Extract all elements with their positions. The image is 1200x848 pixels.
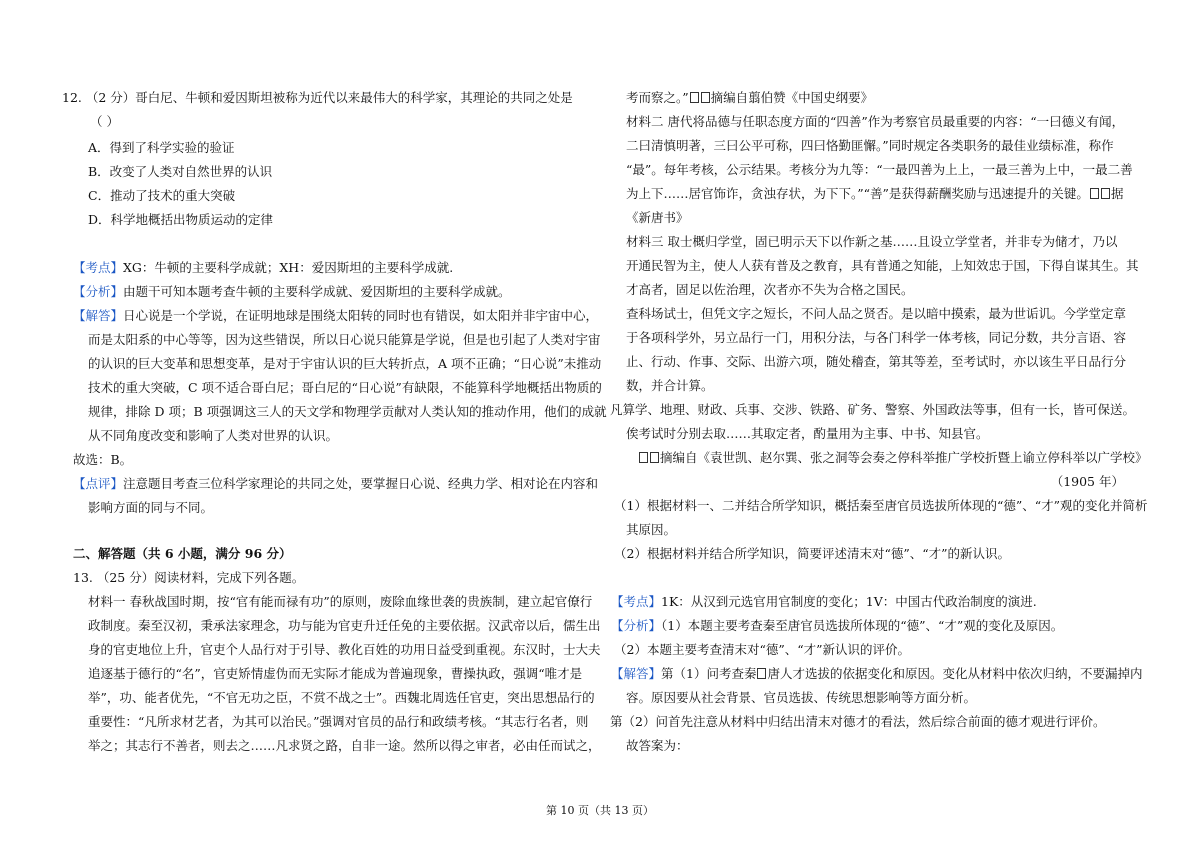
question-2: （2）根据材料并结合所学知识，简要评述清末对“德”、“才”的新认识。 xyxy=(614,546,1011,561)
material1-line: 材料一 春秋战国时期，按“官有能而禄有功”的原则，废除血缘世袭的贵族制，建立起官僚行 xyxy=(88,594,593,609)
m1-tail: 考而察之。” xyxy=(626,90,689,105)
m1-source-row xyxy=(626,90,873,106)
material2-source: 《新唐书》 xyxy=(626,210,689,225)
dianping-tag: 【点评】 xyxy=(73,476,124,491)
jieda-row xyxy=(611,666,1143,682)
kaodian-row xyxy=(73,260,453,276)
jieda-line: 从不同角度改变和影响了人类对世界的认识。 xyxy=(88,428,339,443)
dianping-line: 注意题目考查三位科学家理论的共同之处，要掌握日心说、经典力学、相对论在内容和 xyxy=(123,476,599,491)
q12-option-c: C．推动了技术的重大突破 xyxy=(88,188,236,203)
missing-glyph xyxy=(690,92,699,103)
jieda-line: 技术的重大突破，C 项不适合哥白尼；哥白尼的“日心说”有缺限，不能算科学地概括出物质的 xyxy=(88,380,602,395)
jieda-tag: 【解答】 xyxy=(611,666,662,681)
material3-line: 材料三 取士概归学堂，固已明示天下以作新之基……且设立学堂者，并非专为储才，乃以 xyxy=(626,234,1118,249)
material1-line: 举之；其志行不善者，则去之……凡求贤之路，自非一途。然所以得之审者，必由任而试之， xyxy=(88,738,601,753)
kaodian-tag: 【考点】 xyxy=(73,260,124,275)
dianping-row xyxy=(73,476,598,492)
kaodian-text: 1K：从汉到元选官用官制度的变化；1V：中国古代政治制度的演进. xyxy=(661,594,1037,609)
jieda-tag: 【解答】 xyxy=(73,308,124,323)
jieda-line-1a: 第（1）问考查秦 xyxy=(661,666,757,681)
dianping-line: 影响方面的同与不同。 xyxy=(88,500,214,515)
m1-source: 摘编自翦伯赞《中国史纲要》 xyxy=(710,90,874,105)
fenxi-text: 由题干可知本题考查牛顿的主要科学成就、爱因斯坦的主要科学成就。 xyxy=(123,284,511,299)
jieda-line-1b: 唐人才选拔的依据变化和原因。变化从材料中依次归纳，不要漏掉内 xyxy=(767,666,1143,681)
missing-glyph xyxy=(1090,188,1099,199)
fenxi-tag: 【分析】 xyxy=(611,618,662,633)
kaodian-text: XG：牛顿的主要科学成就；XH：爱因斯坦的主要科学成就. xyxy=(123,260,454,275)
fenxi-text-2: （2）本题主要考查清末对“德”、“才”新认识的评价。 xyxy=(614,642,911,657)
material3-line: 开通民智为主，使人人获有普及之教育，具有普通之知能，上知效忠于国，下得自谋其生。其 xyxy=(626,258,1139,273)
material3-line: 于各项科学外，另立品行一门，用积分法，与各门科学一体考核，同记分数，共分言语、容 xyxy=(626,330,1127,345)
q12-blank: （ ） xyxy=(90,114,119,129)
material3-line: 止、行动、作事、交际、出游六项，随处稽查，第其等差，至考试时，亦以该生平日品行分 xyxy=(626,354,1127,369)
missing-glyph xyxy=(639,452,648,463)
fenxi-text: （1）本题主要考查秦至唐官员选拔所体现的“德”、“才”观的变化及原因。 xyxy=(661,618,1064,633)
kaodian-tag: 【考点】 xyxy=(611,594,662,609)
material3-line: 凡算学、地理、财政、兵事、交涉、铁路、矿务、警察、外国政法等事，但有一长，皆可保送。 xyxy=(610,402,1136,417)
jieda-line-3: 第（2）问首先注意从材料中归结出清末对德才的看法，然后综合前面的德才观进行评价。 xyxy=(610,714,1106,729)
material2-line: “最”。每年考核，公示结果。考核分为九等：“一最四善为上上，一最三善为上中，一最二善 xyxy=(626,162,1133,177)
missing-glyph xyxy=(757,668,766,679)
q12-option-b: B．改变了人类对自然世界的认识 xyxy=(88,164,273,179)
material3-line: 查科场试士，但凭文字之短长，不问人品之贤否。是以暗中摸索，最为世诟讥。今学堂定章 xyxy=(626,306,1127,321)
missing-glyph xyxy=(1101,188,1110,199)
material2-line-with-source xyxy=(626,186,1123,202)
material3-line: 数，并合计算。 xyxy=(626,378,714,393)
kaodian-row xyxy=(611,594,1037,610)
answer-label: 故答案为： xyxy=(626,738,689,753)
fenxi-row xyxy=(611,618,1063,634)
missing-glyph xyxy=(701,92,710,103)
question-1: （1）根据材料一、二并结合所学知识，概括秦至唐官员选拔所体现的“德”、“才”观的变化并简析 xyxy=(614,498,1148,513)
jieda-line: 规律，排除 D 项；B 项强调这三人的天文学和物理学贡献对人类认知的推动作用，他们的成就 xyxy=(88,404,607,419)
q13-stem: 13. （25 分）阅读材料，完成下列各题。 xyxy=(73,570,305,585)
jieda-line: 日心说是一个学说，在证明地球是围绕太阳转的同时也有错误，如太阳并非宇宙中心， xyxy=(123,308,599,323)
material1-line: 身的官吏地位上升，官吏个人品行对于引导、教化百姓的功用日益受到重视。东汉时，士大夫 xyxy=(88,642,601,657)
m3-source: 摘编自《袁世凯、赵尔巽、张之洞等会奏之停科举推广学校折暨上谕立停科举以广学校》 xyxy=(660,450,1148,465)
answer-line: 故选：B。 xyxy=(73,452,133,467)
material2-line: 二曰清慎明著，三曰公平可称，四曰恪勤匪懈。”同时规定各类职务的最佳业绩标准，称作 xyxy=(626,138,1114,153)
material1-line: 追逐基于德行的“名”，官吏矫情虚伪而无实际才能成为普遍现象，曹操执政，强调“唯才是 xyxy=(88,666,583,681)
m3-source-row xyxy=(638,450,1148,466)
question-1-cont: 其原因。 xyxy=(626,522,677,537)
q12-option-d: D．科学地概括出物质运动的定律 xyxy=(88,212,274,227)
material1-line: 举”，功、能者优先，“不官无功之臣，不赏不战之士”。西魏北周选任官吏，突出思想品行的 xyxy=(88,690,595,705)
m3-year: （1905 年） xyxy=(1050,474,1124,489)
material3-line: 俟考试时分别去取……其取定者，酌量用为主事、中书、知县官。 xyxy=(626,426,989,441)
fenxi-row xyxy=(73,284,511,300)
material2-line: 材料二 唐代将品德与任职态度方面的“四善”作为考察官员最重要的内容：“一曰德义有闻， xyxy=(626,114,1125,129)
jieda-line: 的认识的巨大变革和思想变革，是对于宇宙认识的巨大转折点，A 项不正确；“日心说”未推动 xyxy=(88,356,602,371)
page-footer: 第 10 页（共 13 页） xyxy=(546,804,654,817)
missing-glyph xyxy=(650,452,659,463)
jieda-line: 而是太阳系的中心等等，因为这些错误，所以日心说只能算是学说，但是也引起了人类对宇宙 xyxy=(88,332,601,347)
fenxi-tag: 【分析】 xyxy=(73,284,124,299)
q12-option-a: A．得到了科学实验的验证 xyxy=(88,140,235,155)
jieda-row xyxy=(73,308,598,324)
material1-line: 重要性：“凡所求材艺者，为其可以治民。”强调对官员的品行和政绩考核。“其志行名者，则 xyxy=(88,714,589,729)
material1-line: 政制度。秦至汉初，秉承法家理念，功与能为官吏升迁任免的主要依据。汉武帝以后，儒生出 xyxy=(88,618,601,633)
m2-source-pre: 据 xyxy=(1110,186,1124,201)
material3-line: 才高者，固足以佐治理，次者亦不失为合格之国民。 xyxy=(626,282,914,297)
q12-stem: 12. （2 分）哥白尼、牛顿和爱因斯坦被称为近代以来最伟大的科学家，其理论的共同之处是 xyxy=(62,90,573,105)
jieda-line-2: 容。原因要从社会背景、官员选拔、传统思想影响等方面分析。 xyxy=(626,690,977,705)
section-title: 二、解答题（共 6 小题，满分 96 分） xyxy=(73,546,292,561)
material2-line: 为上下……居官饰诈，贪浊存状，为下下。”“善”是获得薪酬奖励与迅速提升的关键。 xyxy=(626,186,1089,201)
